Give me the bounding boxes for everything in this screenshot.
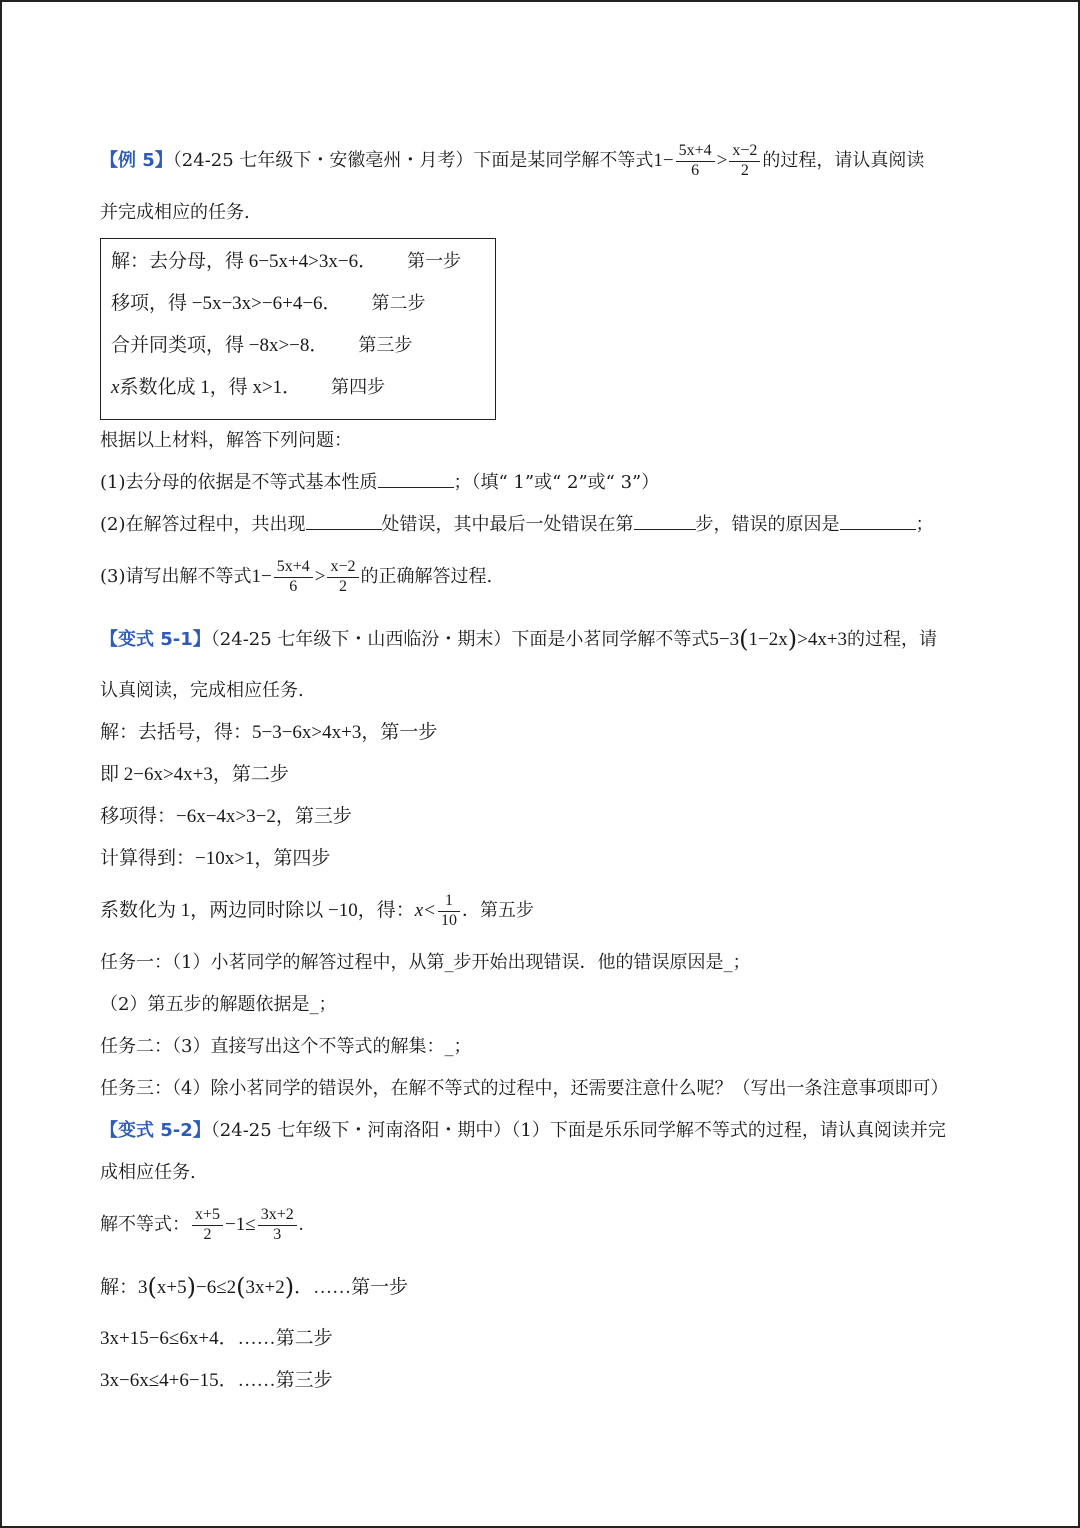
q3-fraction-2-numerator: x−2 <box>327 558 358 577</box>
variant-5-1-step-5-label: ．第五步 <box>461 900 534 921</box>
questions-intro <box>100 420 990 462</box>
left-paren: ( <box>147 1273 157 1301</box>
variant-5-1-step-5-text: 系数化为 1，两边同时除以 −10，得： <box>100 900 415 921</box>
right-paren: ) <box>284 1273 295 1301</box>
variant-5-1-ineq-inner: 1−2x <box>748 629 788 650</box>
q3-inequality-left: 1− <box>251 566 272 587</box>
document-content <box>100 130 990 1402</box>
solution-step-2-label: 第二步 <box>371 293 426 314</box>
v52-fraction-1 <box>192 1206 223 1244</box>
task-2 <box>100 984 990 1026</box>
variant-5-1-step-2 <box>100 754 990 796</box>
one-tenth-fraction <box>438 892 460 930</box>
answer-blank-2a[interactable] <box>306 511 382 530</box>
v52-inequality-middle: −1≤ <box>225 1214 256 1235</box>
variant-5-1-line-2 <box>100 670 990 712</box>
question-2-text-c: 步，错误的原因是 <box>695 514 840 535</box>
q3-fraction-1-denominator: 6 <box>289 577 298 595</box>
v52-fraction-1-denominator: 2 <box>203 1225 212 1243</box>
fraction-2-numerator: x−2 <box>729 142 760 161</box>
solution-step-4 <box>111 367 485 409</box>
v52-fraction-1-numerator: x+5 <box>192 1206 223 1225</box>
example-5-header <box>100 130 990 192</box>
q3-fraction-2-denominator: 2 <box>338 577 347 595</box>
v52-step-1-b: −6≤2 <box>195 1277 237 1298</box>
solution-step-3-text: 合并同类项，得 −8x>−8． <box>111 335 329 356</box>
example-5-text-3: 并完成相应的任务. <box>100 202 250 223</box>
variant-5-2-step-3 <box>100 1360 990 1402</box>
question-3 <box>100 546 990 608</box>
variant-5-1-step-3-text: 移项得：−6x−4x>3−2，第三步 <box>100 806 352 827</box>
fraction-1-denominator: 6 <box>691 161 700 179</box>
variable-x: x <box>111 377 120 398</box>
example-5-text-2: 的过程，请认真阅读 <box>762 150 925 171</box>
fraction-2-denominator: 2 <box>740 161 749 179</box>
variant-5-1-source: （24-25 七年级下・山西临汾・期末） <box>210 629 512 650</box>
variant-5-2-tag: 【变式 5-2】 <box>100 1120 211 1141</box>
v52-step-1-a: 解：3 <box>100 1277 148 1298</box>
right-paren: ) <box>787 625 798 653</box>
solution-step-4-text: 系数化成 1，得 x>1． <box>119 377 302 398</box>
answer-blank-2c[interactable] <box>840 511 916 530</box>
solution-step-1-label: 第一步 <box>407 251 462 272</box>
solution-step-3 <box>111 325 485 367</box>
variant-5-1-step-5-x: x< <box>414 900 436 921</box>
solution-step-1 <box>111 241 485 283</box>
fraction-2 <box>729 142 760 180</box>
questions-intro-text: 根据以上材料，解答下列问题： <box>100 430 352 451</box>
q3-fraction-2 <box>327 558 358 596</box>
variant-5-2-text: （1）下面是乐乐同学解不等式的过程，请认真阅读并完 <box>511 1120 946 1141</box>
variant-5-1-header <box>100 608 990 670</box>
variant-5-1-tag: 【变式 5-1】 <box>100 629 211 650</box>
inequality-left: 1− <box>653 150 674 171</box>
question-1-text: (1)去分母的依据是不等式基本性质 <box>100 472 378 493</box>
variant-5-1-step-1 <box>100 712 990 754</box>
solution-step-4-label: 第四步 <box>331 377 386 398</box>
task-1 <box>100 942 990 984</box>
v52-step-1-inner-2: 3x+2 <box>245 1277 285 1298</box>
question-3-text-a: (3)请写出解不等式 <box>100 566 252 587</box>
solution-step-3-label: 第三步 <box>358 335 413 356</box>
variant-5-1-step-4 <box>100 838 990 880</box>
variant-5-2-text-2: 成相应任务. <box>100 1162 196 1183</box>
question-2-text-d: ； <box>915 514 934 535</box>
v52-step-3-text: 3x−6x≤4+6−15．……第三步 <box>100 1370 333 1391</box>
solution-step-2 <box>111 283 485 325</box>
q3-greater-than: > <box>314 566 326 587</box>
variant-5-1-step-1-text: 解：去括号，得：5−3−6x>4x+3，第一步 <box>100 722 438 743</box>
task-4-text: 任务三：（4）除小茗同学的错误外，在解不等式的过程中，还需要注意什么呢？（写出一条注意事项即可） <box>100 1078 949 1099</box>
variant-5-2-inequality <box>100 1194 990 1256</box>
fraction-1 <box>676 142 715 180</box>
example-5-source: （24-25 七年级下・安徽亳州・月考） <box>172 150 474 171</box>
solution-step-2-text: 移项，得 −5x−3x>−6+4−6． <box>111 293 342 314</box>
task-2-text: （2）第五步的解题依据是_； <box>100 994 337 1015</box>
solution-step-1-text: 解：去分母，得 6−5x+4>3x−6． <box>111 251 378 272</box>
v52-fraction-2-numerator: 3x+2 <box>258 1206 297 1225</box>
task-4 <box>100 1068 990 1110</box>
task-3-text: 任务二：（3）直接写出这个不等式的解集：_； <box>100 1036 472 1057</box>
q3-fraction-1-numerator: 5x+4 <box>274 558 313 577</box>
variant-5-1-text-2: 的过程，请 <box>847 629 938 650</box>
left-paren: ( <box>236 1273 246 1301</box>
task-3 <box>100 1026 990 1068</box>
v52-inequality-end: . <box>298 1214 304 1235</box>
answer-blank-1[interactable] <box>378 469 454 488</box>
question-2-text-a: (2)在解答过程中，共出现 <box>100 514 306 535</box>
variant-5-1-step-5 <box>100 880 990 942</box>
variant-5-1-text: 下面是小茗同学解不等式 <box>511 629 710 650</box>
v52-fraction-2 <box>258 1206 297 1244</box>
variant-5-1-text-3: 认真阅读，完成相应任务. <box>100 680 304 701</box>
variant-5-2-inequality-label: 解不等式： <box>100 1214 190 1235</box>
variant-5-2-step-1 <box>100 1256 990 1318</box>
v52-step-2-text: 3x+15−6≤6x+4．……第二步 <box>100 1328 333 1349</box>
v52-step-1-label: ．……第一步 <box>294 1277 409 1298</box>
variant-5-1-step-3 <box>100 796 990 838</box>
task-1-text: 任务一：（1）小茗同学的解答过程中，从第_步开始出现错误．他的错误原因是_； <box>100 952 751 973</box>
greater-than: > <box>716 150 728 171</box>
question-2 <box>100 504 990 546</box>
solution-box <box>100 238 496 420</box>
variant-5-1-ineq-left: 5−3 <box>709 629 740 650</box>
question-1-hint: ；（填“ 1”或“ 2”或“ 3”） <box>453 472 660 493</box>
variant-5-2-step-2 <box>100 1318 990 1360</box>
variant-5-1-step-2-text: 即 2−6x>4x+3，第二步 <box>100 764 289 785</box>
variant-5-1-step-4-text: 计算得到：−10x>1，第四步 <box>100 848 331 869</box>
one-tenth-denominator: 10 <box>440 911 457 929</box>
one-tenth-numerator: 1 <box>438 892 460 911</box>
example-5-text-line-2 <box>100 192 990 234</box>
variant-5-1-ineq-right: >4x+3 <box>797 629 848 650</box>
question-2-text-b: 处错误，其中最后一处错误在第 <box>381 514 634 535</box>
question-3-text-b: 的正确解答过程. <box>360 566 493 587</box>
fraction-1-numerator: 5x+4 <box>676 142 715 161</box>
example-5-tag: 【例 5】 <box>100 150 173 171</box>
q3-fraction-1 <box>274 558 313 596</box>
right-paren: ) <box>186 1273 196 1301</box>
variant-5-2-line-2 <box>100 1152 990 1194</box>
example-5-text: 下面是某同学解不等式 <box>473 150 654 171</box>
answer-blank-2b[interactable] <box>634 511 696 530</box>
v52-fraction-2-denominator: 3 <box>273 1225 282 1243</box>
question-1 <box>100 462 990 504</box>
v52-step-1-inner-1: x+5 <box>156 1277 187 1298</box>
left-paren: ( <box>739 625 749 653</box>
variant-5-2-header <box>100 1110 990 1152</box>
variant-5-2-source: （24-25 七年级下・河南洛阳・期中） <box>210 1120 512 1141</box>
